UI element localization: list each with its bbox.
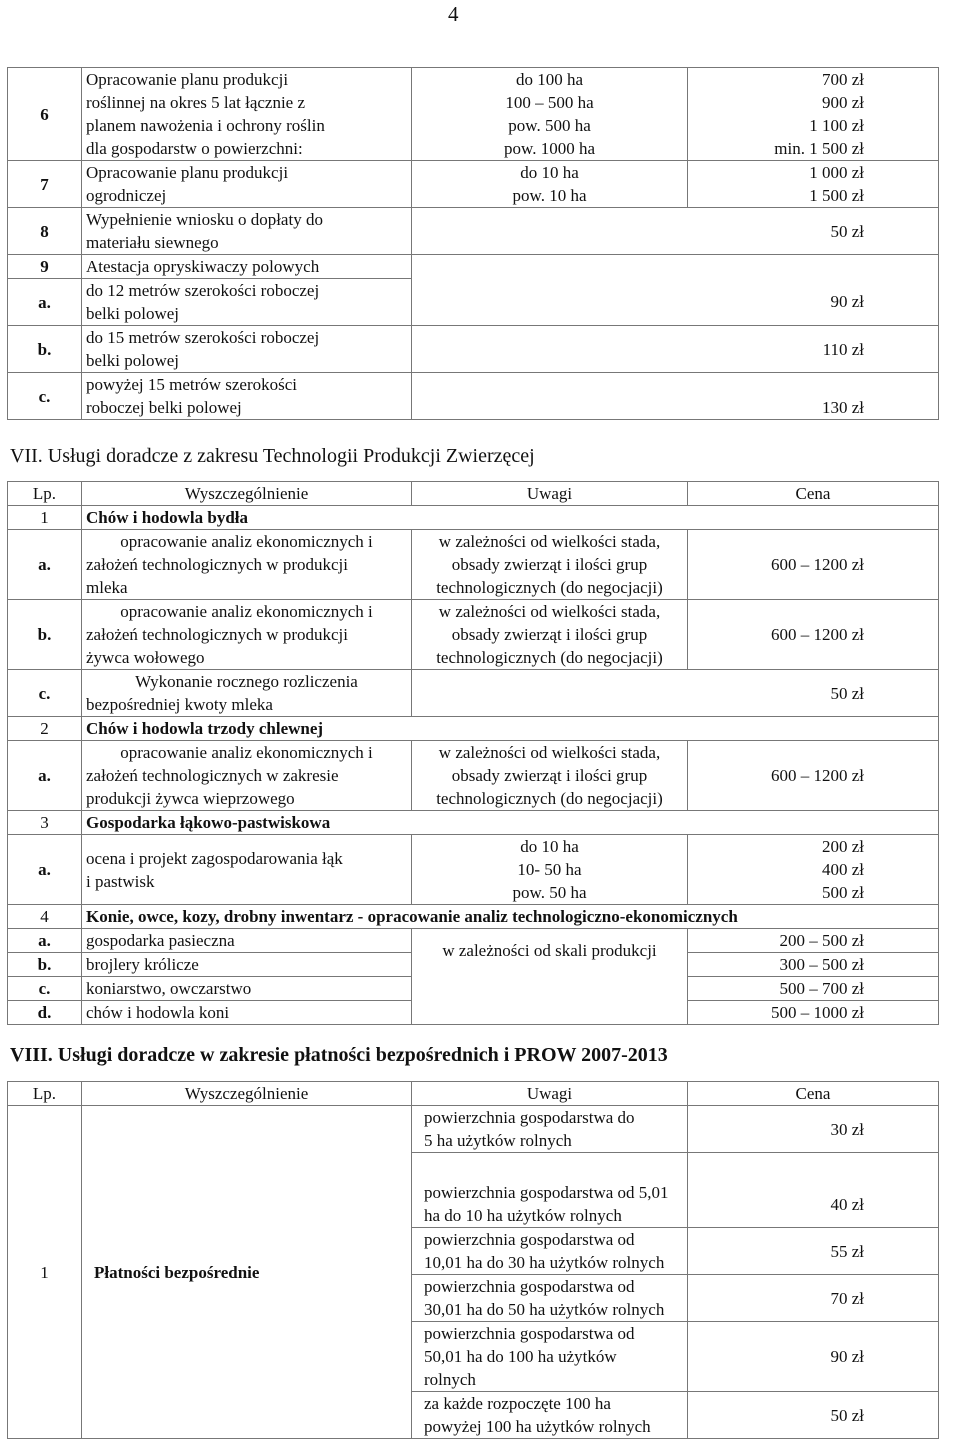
row-notes: w zależności od wielkości stada, obsady zwierząt i ilości grup technologicznych (do negocjacji) bbox=[412, 600, 688, 670]
row-notes: powierzchnia gospodarstwa od 5,01 ha do 10 ha użytków rolnych bbox=[412, 1153, 688, 1228]
row-description: do 12 metrów szerokości roboczej belki polowej bbox=[82, 279, 412, 326]
row-ranges: do 100 ha 100 – 500 ha pow. 500 ha pow. 1000 ha bbox=[412, 68, 688, 161]
row-price: 50 zł bbox=[412, 670, 939, 717]
table-header bbox=[8, 482, 939, 506]
row-description: Wypełnienie wniosku o dopłaty do materiału siewnego bbox=[82, 208, 412, 255]
row-prices: 200 zł 400 zł 500 zł bbox=[688, 835, 939, 905]
table-row bbox=[8, 929, 939, 953]
group-title: Konie, owce, kozy, drobny inwentarz - opracowanie analiz technologiczno-ekonomicznych bbox=[82, 905, 939, 929]
row-price: 300 – 500 zł bbox=[688, 953, 939, 977]
row-price: 110 zł bbox=[412, 326, 939, 373]
row-price: 40 zł bbox=[688, 1153, 939, 1228]
row-prices: 1 000 zł 1 500 zł bbox=[688, 161, 939, 208]
row-number: c. bbox=[8, 977, 82, 1001]
group-title: Gospodarka łąkowo-pastwiskowa bbox=[82, 811, 939, 835]
row-price: 90 zł bbox=[412, 279, 939, 326]
row-price: 500 – 1000 zł bbox=[688, 1001, 939, 1025]
row-description: koniarstwo, owczarstwo bbox=[82, 977, 412, 1001]
row-ranges: do 10 ha pow. 10 ha bbox=[412, 161, 688, 208]
group-title: Chów i hodowla bydła bbox=[82, 506, 939, 530]
header-lp: Lp. bbox=[8, 482, 82, 506]
row-number: 2 bbox=[8, 717, 82, 741]
row-number: c. bbox=[8, 373, 82, 420]
row-price: 600 – 1200 zł bbox=[688, 600, 939, 670]
group-row bbox=[8, 717, 939, 741]
row-notes: w zależności od wielkości stada, obsady zwierząt i ilości grup technologicznych (do negocjacji) bbox=[412, 530, 688, 600]
row-description: chów i hodowla koni bbox=[82, 1001, 412, 1025]
group-row bbox=[8, 905, 939, 929]
section-title: VII. Usługi doradcze z zakresu Technologii Produkcji Zwierzęcej bbox=[10, 445, 535, 467]
row-description: Wykonanie rocznego rozliczenia bezpośredniej kwoty mleka bbox=[82, 670, 412, 717]
row-notes: w zależności od wielkości stada, obsady zwierząt i ilości grup technologicznych (do negocjacji) bbox=[412, 741, 688, 811]
row-description: Atestacja opryskiwaczy polowych bbox=[82, 255, 412, 279]
table-row bbox=[8, 255, 939, 279]
row-number: 8 bbox=[8, 208, 82, 255]
row-notes: za każde rozpoczęte 100 ha powyżej 100 ha użytków rolnych bbox=[412, 1392, 688, 1439]
table-row bbox=[8, 670, 939, 717]
row-notes: w zależności od skali produkcji bbox=[412, 929, 688, 1025]
table-row bbox=[8, 600, 939, 670]
row-price: 90 zł bbox=[688, 1322, 939, 1392]
animal-production-table bbox=[7, 481, 939, 1025]
row-price: 500 – 700 zł bbox=[688, 977, 939, 1001]
row-price: 600 – 1200 zł bbox=[688, 741, 939, 811]
row-ranges: do 10 ha 10- 50 ha pow. 50 ha bbox=[412, 835, 688, 905]
row-description: opracowanie analiz ekonomicznych i założeń technologicznych w produkcji żywca wołowego bbox=[82, 600, 412, 670]
row-notes: powierzchnia gospodarstwa od 10,01 ha do 30 ha użytków rolnych bbox=[412, 1228, 688, 1275]
header-description: Wyszczególnienie bbox=[82, 482, 412, 506]
row-description: gospodarka pasieczna bbox=[82, 929, 412, 953]
row-description: opracowanie analiz ekonomicznych i założeń technologicznych w produkcji mleka bbox=[82, 530, 412, 600]
row-description: Opracowanie planu produkcji roślinnej na okres 5 lat łącznie z planem nawożenia i ochrony roślin dla gospodarstw o powierzchni: bbox=[82, 68, 412, 161]
row-number: a. bbox=[8, 929, 82, 953]
row-price: 600 – 1200 zł bbox=[688, 530, 939, 600]
row-description: Opracowanie planu produkcji ogrodniczej bbox=[82, 161, 412, 208]
row-number: b. bbox=[8, 953, 82, 977]
table-row bbox=[8, 161, 939, 208]
row-description: powyżej 15 metrów szerokości roboczej belki polowej bbox=[82, 373, 412, 420]
row-number: 7 bbox=[8, 161, 82, 208]
header-price: Cena bbox=[688, 482, 939, 506]
row-number: 9 bbox=[8, 255, 82, 279]
row-price: 30 zł bbox=[688, 1106, 939, 1153]
row-number: d. bbox=[8, 1001, 82, 1025]
section-title: VIII. Usługi doradcze w zakresie płatności bezpośrednich i PROW 2007-2013 bbox=[10, 1044, 668, 1066]
header-description: Wyszczególnienie bbox=[82, 1082, 412, 1106]
direct-payments-table bbox=[7, 1081, 939, 1439]
row-description: Płatności bezpośrednie bbox=[82, 1106, 412, 1439]
row-price: 50 zł bbox=[412, 208, 939, 255]
row-number: a. bbox=[8, 530, 82, 600]
header-notes: Uwagi bbox=[412, 1082, 688, 1106]
row-description: opracowanie analiz ekonomicznych i założeń technologicznych w zakresie produkcji żywca wieprzowego bbox=[82, 741, 412, 811]
group-row bbox=[8, 506, 939, 530]
row-notes: powierzchnia gospodarstwa od 50,01 ha do 100 ha użytków rolnych bbox=[412, 1322, 688, 1392]
table-row bbox=[8, 373, 939, 420]
row-price: 50 zł bbox=[688, 1392, 939, 1439]
group-title: Chów i hodowla trzody chlewnej bbox=[82, 717, 939, 741]
row-number: 3 bbox=[8, 811, 82, 835]
table-row bbox=[8, 208, 939, 255]
row-number: c. bbox=[8, 670, 82, 717]
row-notes: powierzchnia gospodarstwa do 5 ha użytków rolnych bbox=[412, 1106, 688, 1153]
row-price: 55 zł bbox=[688, 1228, 939, 1275]
table-row bbox=[8, 279, 939, 326]
row-number: a. bbox=[8, 279, 82, 326]
row-price: 200 – 500 zł bbox=[688, 929, 939, 953]
row-price: 70 zł bbox=[688, 1275, 939, 1322]
row-description: brojlery królicze bbox=[82, 953, 412, 977]
row-number: 1 bbox=[8, 506, 82, 530]
row-number: a. bbox=[8, 835, 82, 905]
group-row bbox=[8, 811, 939, 835]
table-row bbox=[8, 326, 939, 373]
row-number: 1 bbox=[8, 1106, 82, 1439]
row-number: a. bbox=[8, 741, 82, 811]
table-row bbox=[8, 1106, 939, 1153]
table-row bbox=[8, 835, 939, 905]
page-number: 4 bbox=[448, 2, 459, 26]
row-notes: powierzchnia gospodarstwa od 30,01 ha do 50 ha użytków rolnych bbox=[412, 1275, 688, 1322]
table-header bbox=[8, 1082, 939, 1106]
row-number: 4 bbox=[8, 905, 82, 929]
header-notes: Uwagi bbox=[412, 482, 688, 506]
row-description: do 15 metrów szerokości roboczej belki polowej bbox=[82, 326, 412, 373]
table-row bbox=[8, 741, 939, 811]
row-number: b. bbox=[8, 326, 82, 373]
row-number: 6 bbox=[8, 68, 82, 161]
services-table-continued bbox=[7, 67, 939, 420]
row-description: ocena i projekt zagospodarowania łąk i pastwisk bbox=[82, 835, 412, 905]
row-prices: 700 zł 900 zł 1 100 zł min. 1 500 zł bbox=[688, 68, 939, 161]
header-lp: Lp. bbox=[8, 1082, 82, 1106]
table-row bbox=[8, 530, 939, 600]
header-price: Cena bbox=[688, 1082, 939, 1106]
table-row bbox=[8, 68, 939, 161]
row-number: b. bbox=[8, 600, 82, 670]
row-price: 130 zł bbox=[412, 373, 939, 420]
